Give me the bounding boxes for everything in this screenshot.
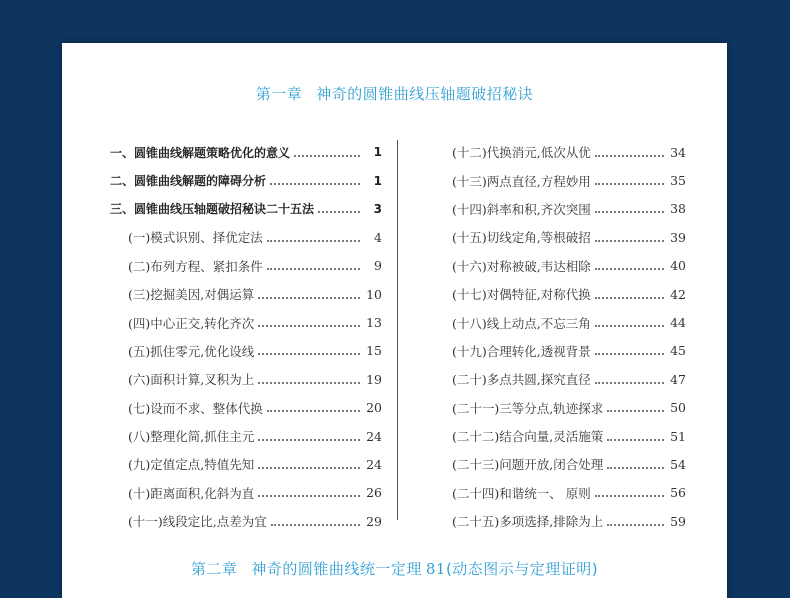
- toc-entry: [110, 195, 382, 223]
- chapter-2-label: 第二章: [190, 560, 238, 578]
- chapter-1-title: 神奇的圆锥曲线压轴题破招秘诀: [316, 85, 534, 103]
- toc-entry-page: 38: [670, 201, 686, 217]
- toc-entry-label: (二十四)和谐统一、 原则: [452, 485, 591, 501]
- toc-entry-label: (八)整理化简,抓住主元: [128, 429, 255, 445]
- toc-entry: [110, 450, 382, 478]
- toc-entry: [434, 223, 686, 251]
- toc-entry-label: (十九)合理转化,透视背景: [452, 343, 591, 359]
- toc-leader-dots: [258, 352, 360, 355]
- column-divider: [397, 140, 398, 520]
- toc-entry-label: (二)布列方程、紧扣条件: [128, 258, 263, 274]
- toc-entry: [434, 138, 686, 166]
- toc-entry: [110, 280, 382, 308]
- toc-entry: [110, 166, 382, 194]
- toc-entry-page: 1: [373, 145, 382, 160]
- toc-leader-dots: [595, 324, 664, 327]
- toc-entry: [110, 252, 382, 280]
- toc-entry-page: 45: [670, 343, 686, 359]
- toc-entry-label: (二十二)结合向量,灵活施策: [452, 429, 604, 445]
- toc-entry-page: 34: [670, 144, 686, 160]
- toc-entry-page: 47: [670, 371, 686, 387]
- toc-entry-page: 39: [670, 229, 686, 245]
- toc-entry-page: 3: [373, 201, 382, 216]
- toc-entry: [110, 507, 382, 535]
- toc-entry-label: (十五)切线定角,等根破招: [452, 230, 591, 246]
- toc-entry-label: 三、圆锥曲线压轴题破招秘诀二十五法: [110, 202, 315, 217]
- toc-entry-page: 44: [670, 315, 686, 331]
- toc-leader-dots: [258, 381, 360, 384]
- toc-entry: [434, 450, 686, 478]
- toc-entry-page: 13: [366, 315, 382, 331]
- toc-leader-dots: [595, 494, 664, 497]
- toc-entry: [434, 479, 686, 507]
- book-page: [62, 43, 727, 598]
- chapter-1-heading: [62, 83, 727, 104]
- toc-entry-page: 26: [366, 485, 382, 501]
- toc-leader-dots: [267, 409, 360, 412]
- toc-entry: [434, 308, 686, 336]
- toc-entry-page: 50: [670, 400, 686, 416]
- toc-entry-page: 24: [366, 456, 382, 472]
- toc-entry-label: (十)距离面积,化斜为直: [128, 485, 255, 501]
- toc-leader-dots: [258, 494, 360, 497]
- toc-entry: [110, 422, 382, 450]
- toc-entry-page: 29: [366, 513, 382, 529]
- toc-entry-label: (六)面积计算,叉积为上: [128, 372, 255, 388]
- toc-entry: [110, 337, 382, 365]
- toc-entry-label: (二十)多点共圆,探究直径: [452, 372, 591, 388]
- toc-leader-dots: [595, 154, 664, 157]
- toc-entry-label: (十一)线段定比,点差为宜: [128, 514, 267, 530]
- toc-entry-label: 一、圆锥曲线解题策略优化的意义: [110, 145, 291, 160]
- toc-leader-dots: [595, 267, 664, 270]
- toc-entry: [434, 507, 686, 535]
- toc-entry-label: (五)抓住零元,优化设线: [128, 343, 255, 359]
- toc-entry-label: (十七)对偶特征,对称代换: [452, 287, 591, 303]
- toc-right-column: [434, 138, 686, 535]
- toc-entry-label: (二十五)多项选择,排除为上: [452, 514, 604, 530]
- toc-leader-dots: [595, 296, 664, 299]
- chapter-2-page: 81: [425, 560, 446, 578]
- toc-entry-page: 19: [366, 371, 382, 387]
- toc-entry-label: (十六)对称被破,韦达相除: [452, 258, 591, 274]
- toc-leader-dots: [271, 523, 360, 526]
- toc-leader-dots: [267, 267, 360, 270]
- chapter-2-title: 神奇的圆锥曲线统一定理: [251, 560, 422, 578]
- toc-leader-dots: [258, 296, 360, 299]
- toc-entry: [110, 138, 382, 166]
- toc-entry: [434, 422, 686, 450]
- toc-entry-label: 二、圆锥曲线解题的障碍分析: [110, 174, 267, 189]
- toc-leader-dots: [595, 352, 664, 355]
- toc-entry-page: 35: [670, 173, 686, 189]
- toc-entry-label: (二十三)问题开放,闭合处理: [452, 457, 604, 473]
- toc-leader-dots: [294, 154, 360, 157]
- chapter-1-label: 第一章: [255, 85, 303, 103]
- toc-entry: [434, 365, 686, 393]
- toc-entry: [434, 337, 686, 365]
- toc-entry: [110, 308, 382, 336]
- toc-entry: [434, 195, 686, 223]
- toc-entry-page: 15: [366, 343, 382, 359]
- toc-entry-page: 51: [670, 428, 686, 444]
- toc-entry-label: (十八)线上动点,不忘三角: [452, 315, 591, 331]
- toc-entry-label: (一)模式识别、择优定法: [128, 230, 263, 246]
- toc-entry-label: (十三)两点直径,方程妙用: [452, 173, 591, 189]
- toc-entry-label: (四)中心正交,转化齐次: [128, 315, 255, 331]
- toc-entry-page: 4: [374, 229, 382, 245]
- toc-leader-dots: [270, 182, 360, 185]
- toc-entry-page: 40: [670, 258, 686, 274]
- toc-entry-label: (二十一)三等分点,轨迹探求: [452, 400, 604, 416]
- toc-leader-dots: [595, 381, 664, 384]
- toc-entry-label: (十四)斜率和积,齐次突围: [452, 201, 591, 217]
- toc-entry-page: 1: [373, 173, 382, 188]
- toc-entry-page: 59: [670, 513, 686, 529]
- toc-entry-page: 54: [670, 456, 686, 472]
- toc-leader-dots: [607, 409, 664, 412]
- toc-entry: [110, 365, 382, 393]
- chapter-2-subtitle: (动态图示与定理证明): [445, 560, 599, 578]
- toc-entry-label: (九)定值定点,特值先知: [128, 457, 255, 473]
- toc-leader-dots: [595, 182, 664, 185]
- toc-entry-page: 42: [670, 286, 686, 302]
- toc-leader-dots: [267, 239, 360, 242]
- toc-leader-dots: [607, 438, 664, 441]
- toc-entry-page: 56: [670, 485, 686, 501]
- toc-entry-label: (七)设而不求、整体代换: [128, 400, 263, 416]
- toc-entry: [434, 394, 686, 422]
- toc-entry-label: (十二)代换消元,低次从优: [452, 145, 591, 161]
- toc-entry-page: 10: [366, 286, 382, 302]
- toc-left-column: [110, 138, 382, 535]
- chapter-2-heading: [62, 558, 727, 579]
- toc-entry: [434, 166, 686, 194]
- toc-entry-page: 20: [366, 400, 382, 416]
- toc-entry-label: (三)挖掘美因,对偶运算: [128, 287, 255, 303]
- toc-leader-dots: [595, 210, 664, 213]
- toc-leader-dots: [258, 324, 360, 327]
- toc-leader-dots: [607, 523, 664, 526]
- toc-entry: [110, 479, 382, 507]
- toc-entry: [110, 394, 382, 422]
- toc-leader-dots: [595, 239, 664, 242]
- toc-entry: [434, 252, 686, 280]
- toc-leader-dots: [318, 210, 360, 213]
- toc-entry-page: 9: [374, 258, 382, 274]
- toc-leader-dots: [258, 438, 360, 441]
- toc-leader-dots: [607, 466, 664, 469]
- toc-entry: [110, 223, 382, 251]
- toc-entry-page: 24: [366, 428, 382, 444]
- toc-entry: [434, 280, 686, 308]
- toc-leader-dots: [258, 466, 360, 469]
